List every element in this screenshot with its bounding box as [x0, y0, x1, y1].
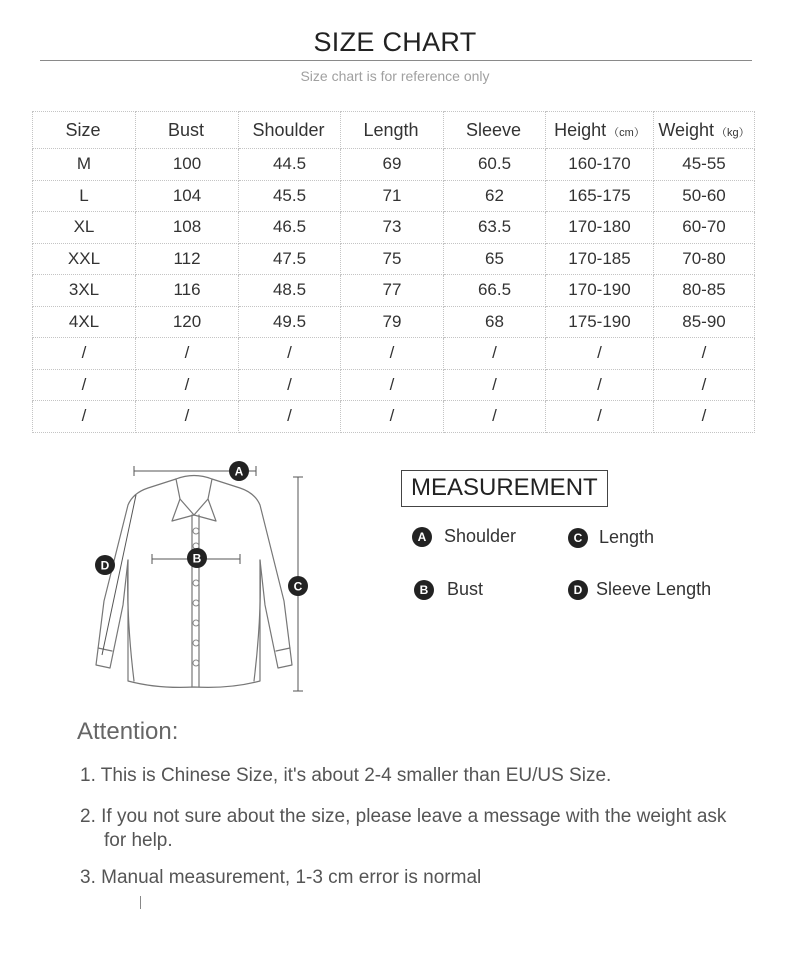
header-length: Length: [341, 112, 444, 149]
table-row: [33, 212, 755, 244]
table-header-row: [33, 112, 755, 149]
table-cell: 170-190: [546, 275, 654, 307]
page-title: SIZE CHART: [313, 27, 477, 57]
table-cell: /: [239, 401, 341, 433]
table-cell: 63.5: [444, 212, 546, 244]
table-cell: 4XL: [33, 306, 136, 338]
table-cell: /: [33, 401, 136, 433]
table-cell: 60.5: [444, 149, 546, 181]
badge-c-icon: C: [568, 528, 588, 548]
table-cell: 71: [341, 180, 444, 212]
table-cell: /: [341, 338, 444, 370]
shirt-button: [193, 620, 199, 626]
table-cell: 65: [444, 243, 546, 275]
table-cell: 68: [444, 306, 546, 338]
table-cell: L: [33, 180, 136, 212]
table-cell: 60-70: [654, 212, 755, 244]
table-cell: 73: [341, 212, 444, 244]
table-cell: 116: [136, 275, 239, 307]
table-cell: 120: [136, 306, 239, 338]
table-row: [33, 275, 755, 307]
header-height: Height （cm）: [546, 112, 654, 149]
table-cell: XL: [33, 212, 136, 244]
shirt-collar: [176, 476, 212, 516]
header-weight: Weight （kg）: [654, 112, 755, 149]
table-row: [33, 338, 755, 370]
attention-note-3: 3. Manual measurement, 1-3 cm error is normal: [80, 867, 482, 888]
table-cell: 46.5: [239, 212, 341, 244]
header-size: Size: [33, 112, 136, 149]
header-shoulder: Shoulder: [239, 112, 341, 149]
table-cell: /: [546, 338, 654, 370]
table-cell: 69: [341, 149, 444, 181]
table-row: [33, 369, 755, 401]
legend-label: Shoulder: [444, 526, 517, 546]
table-cell: 170-180: [546, 212, 654, 244]
legend-label: Length: [599, 527, 655, 547]
badge-b-icon: B: [414, 580, 434, 600]
legend-bust: [414, 579, 483, 600]
table-cell: 70-80: [654, 243, 755, 275]
table-cell: /: [444, 338, 546, 370]
svg-text:D: D: [100, 558, 110, 573]
table-row: [33, 401, 755, 433]
marker-b: [187, 548, 207, 568]
attention-note-1: 1. This is Chinese Size, it's about 2-4 smaller than EU/US Size.: [80, 765, 612, 786]
shirt-button: [193, 528, 199, 534]
header-bust: Bust: [136, 112, 239, 149]
table-cell: 100: [136, 149, 239, 181]
table-cell: /: [444, 369, 546, 401]
table-cell: 175-190: [546, 306, 654, 338]
table-cell: /: [136, 401, 239, 433]
table-cell: 49.5: [239, 306, 341, 338]
table-cell: 44.5: [239, 149, 341, 181]
table-cell: /: [654, 401, 755, 433]
table-cell: M: [33, 149, 136, 181]
shirt-outline: [96, 479, 292, 687]
table-cell: 66.5: [444, 275, 546, 307]
table-cell: /: [546, 401, 654, 433]
marker-d: [95, 555, 115, 575]
table-cell: XXL: [33, 243, 136, 275]
table-cell: /: [546, 369, 654, 401]
table-row: [33, 243, 755, 275]
table-cell: /: [654, 338, 755, 370]
legend-length: [568, 527, 654, 548]
table-cell: /: [654, 369, 755, 401]
table-cell: 108: [136, 212, 239, 244]
table-cell: 85-90: [654, 306, 755, 338]
table-cell: 62: [444, 180, 546, 212]
badge-a-icon: A: [412, 527, 432, 547]
shirt-button: [193, 600, 199, 606]
table-cell: 160-170: [546, 149, 654, 181]
legend-label: Sleeve Length: [596, 579, 712, 599]
table-cell: 48.5: [239, 275, 341, 307]
table-cell: /: [341, 369, 444, 401]
table-cell: 47.5: [239, 243, 341, 275]
svg-text:A: A: [234, 464, 244, 479]
table-cell: 165-175: [546, 180, 654, 212]
table-cell: /: [239, 369, 341, 401]
shirt-button: [193, 660, 199, 666]
header-sleeve: Sleeve: [444, 112, 546, 149]
table-cell: /: [33, 338, 136, 370]
table-cell: 170-185: [546, 243, 654, 275]
table-cell: /: [33, 369, 136, 401]
legend-label: Bust: [447, 579, 484, 599]
table-cell: 75: [341, 243, 444, 275]
table-cell: /: [341, 401, 444, 433]
table-cell: /: [136, 369, 239, 401]
marker-a: [229, 461, 249, 481]
marker-c: [288, 576, 308, 596]
table-cell: 3XL: [33, 275, 136, 307]
page-subtitle: Size chart is for reference only: [300, 68, 490, 84]
legend-sleeve-length: [568, 579, 711, 600]
table-cell: /: [444, 401, 546, 433]
table-row: [33, 306, 755, 338]
table-cell: 50-60: [654, 180, 755, 212]
table-row: [33, 180, 755, 212]
table-cell: /: [136, 338, 239, 370]
svg-text:B: B: [192, 551, 202, 566]
svg-text:C: C: [293, 579, 303, 594]
shirt-button: [193, 580, 199, 586]
text-cursor-mark: [140, 896, 141, 909]
sleeve-measure-line: [102, 495, 136, 655]
shirt-diagram: [88, 455, 328, 700]
table-cell: 104: [136, 180, 239, 212]
table-cell: 77: [341, 275, 444, 307]
attention-note-2: 2. If you not sure about the size, please leave a message with the weight ask for help.: [80, 806, 727, 851]
title-divider: [40, 60, 752, 61]
table-cell: 45.5: [239, 180, 341, 212]
legend-shoulder: [412, 526, 516, 547]
table-row: [33, 149, 755, 181]
shirt-button: [193, 640, 199, 646]
attention-heading: Attention:: [77, 718, 179, 745]
table-cell: 45-55: [654, 149, 755, 181]
table-cell: 112: [136, 243, 239, 275]
table-cell: 79: [341, 306, 444, 338]
table-cell: /: [239, 338, 341, 370]
table-cell: 80-85: [654, 275, 755, 307]
size-table: [32, 111, 755, 433]
badge-d-icon: D: [568, 580, 588, 600]
measurement-title: MEASUREMENT: [401, 470, 608, 507]
